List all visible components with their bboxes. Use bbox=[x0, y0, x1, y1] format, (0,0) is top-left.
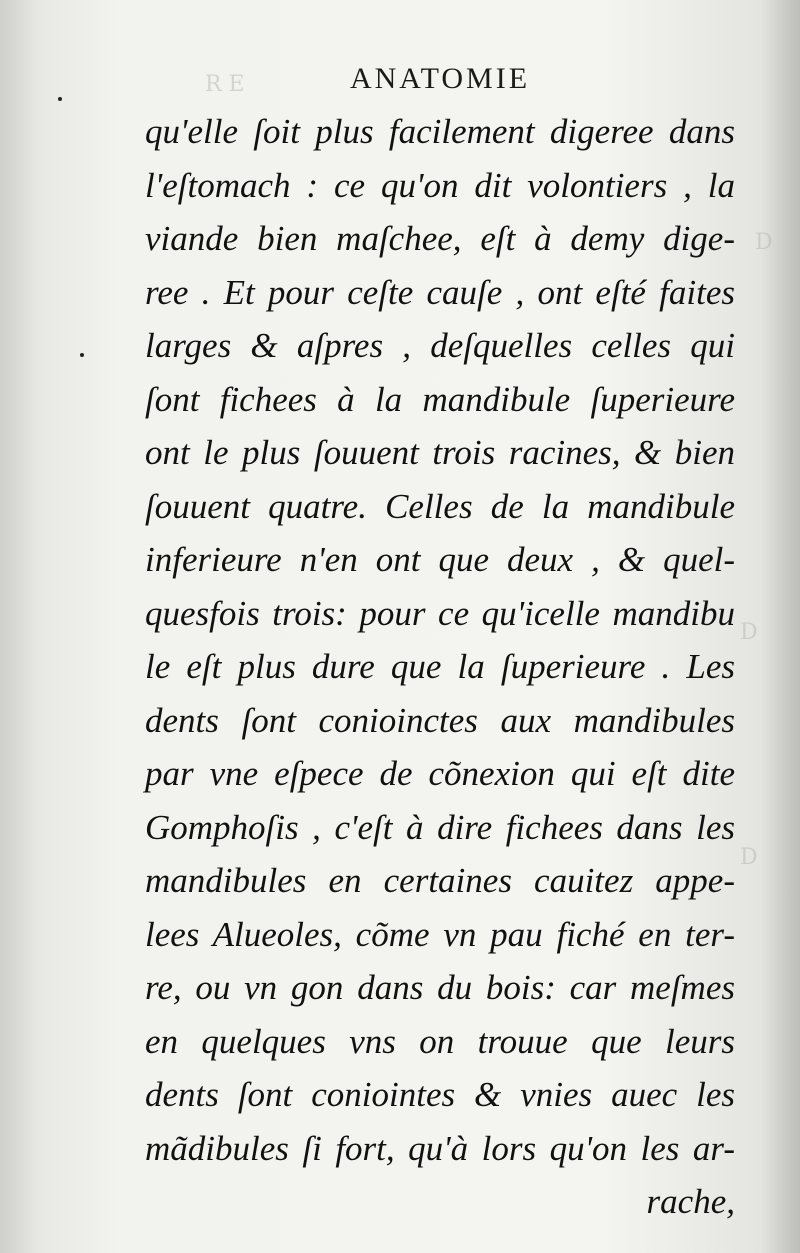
text-line: ree . Et pour ceſte cauſe , ont eſté faites bbox=[145, 272, 735, 312]
text-line: qu'elle ſoit plus facilement digeree dans bbox=[145, 112, 735, 151]
text-line: l'eſtomach : ce qu'on dit volontiers , la bbox=[145, 165, 735, 205]
text-line: ont le plus ſouuent trois racines, & bien bbox=[145, 433, 735, 472]
catchword: rache, bbox=[646, 1182, 735, 1221]
text-line: larges & aſpres , deſquelles celles qui bbox=[145, 326, 735, 365]
running-head: ANATOMIE bbox=[349, 62, 531, 95]
text-line: lees Alueoles, cõme vn pau fiché en ter- bbox=[145, 914, 735, 954]
text-line: ſouuent quatre. Celles de la mandibule bbox=[145, 486, 735, 526]
text-line: viande bien maſchee, eſt à demy dige- bbox=[145, 219, 735, 258]
bleed-through-mark: R E bbox=[205, 72, 245, 97]
text-line: par vne eſpece de cõnexion qui eſt dite bbox=[145, 754, 735, 793]
text-line: ſont fichees à la mandibule ſuperieure bbox=[145, 379, 735, 419]
text-line: re, ou vn gon dans du bois: car meſmes bbox=[145, 968, 735, 1007]
text-line: quesfois trois: pour ce qu'icelle mandibu bbox=[145, 593, 735, 633]
text-line: mandibules en certaines cauitez appe- bbox=[145, 861, 735, 900]
text-line: mãdibules ſi fort, qu'à lors qu'on les ar- bbox=[145, 1128, 735, 1168]
text-line: Gomphoſis , c'eſt à dire fichees dans les bbox=[145, 807, 735, 847]
text-line: en quelques vns on trouue que leurs bbox=[145, 1021, 735, 1061]
text-line: le eſt plus dure que la ſuperieure . Les bbox=[145, 647, 735, 686]
bleed-through-mark: D bbox=[755, 230, 773, 255]
text-line: inferieure n'en ont que deux , & quel- bbox=[145, 540, 735, 579]
bleed-through-mark: D bbox=[740, 620, 758, 645]
text-line: dents ſont conioinctes aux mandibules bbox=[145, 700, 735, 740]
bleed-through-mark: D bbox=[740, 845, 758, 870]
text-line: dents ſont coniointes & vnies auec les bbox=[145, 1075, 735, 1114]
